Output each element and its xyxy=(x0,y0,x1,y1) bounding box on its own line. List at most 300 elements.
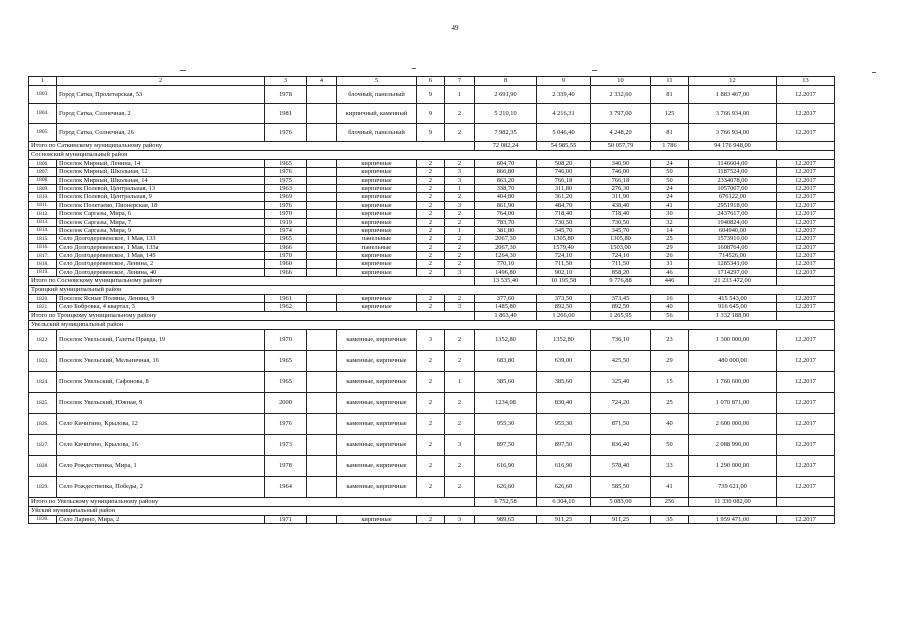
cell-wall-material-col xyxy=(307,515,337,523)
cell-row-number: 1829. xyxy=(29,476,57,497)
cell-deadline: 12.2017 xyxy=(777,268,835,276)
cell-repair-cost: 1187524,00 xyxy=(689,168,777,176)
column-number: 6 xyxy=(417,77,445,86)
cell-total-area: 626,60 xyxy=(475,476,537,497)
cell-living-area: 616,90 xyxy=(537,455,591,476)
cell-wall-material: кирпичные xyxy=(337,251,417,259)
subtotal-v9: 6 304,10 xyxy=(537,497,591,506)
table-row xyxy=(29,515,835,523)
cell-repair-cost: 604940,00 xyxy=(689,226,777,234)
cell-year-built: 1975 xyxy=(265,176,307,184)
cell-entrances: 2 xyxy=(445,476,475,497)
cell-residents: 25 xyxy=(651,392,689,413)
cell-deadline: 12.2017 xyxy=(777,350,835,371)
cell-floors: 3 xyxy=(417,329,445,350)
cell-address: Село Рождественка, Победы, 2 xyxy=(57,476,265,497)
cell-wall-material: панельные xyxy=(337,243,417,251)
cell-repair-cost: 1573910,00 xyxy=(689,235,777,243)
cell-wall-material: кирпичные xyxy=(337,201,417,209)
cell-row-number: 1816. xyxy=(29,243,57,251)
cell-entrances: 3 xyxy=(445,268,475,276)
cell-repair-cost: 676122,00 xyxy=(689,193,777,201)
cell-deadline: 12.2017 xyxy=(777,86,835,104)
cell-entrances: 2 xyxy=(445,350,475,371)
cell-repair-cost: 1 883 467,00 xyxy=(689,86,777,104)
cell-wall-material: блочный, панельный xyxy=(337,124,417,142)
cell-living-area: 1352,80 xyxy=(537,329,591,350)
cell-total-area: 683,80 xyxy=(475,350,537,371)
cell-floors: 2 xyxy=(417,210,445,218)
cell-repair-cost: 3 766 934,00 xyxy=(689,104,777,124)
cell-repair-cost: 714526,00 xyxy=(689,251,777,259)
cell-wall-material: каменные, кирпичные xyxy=(337,476,417,497)
column-number: 8 xyxy=(475,77,537,86)
cell-address: Село Кичигино, Крылова, 16 xyxy=(57,434,265,455)
cell-living-area: 911,25 xyxy=(537,515,591,523)
cell-deadline: 12.2017 xyxy=(777,476,835,497)
cell-row-number: 1817. xyxy=(29,251,57,259)
cell-living-area: 718,40 xyxy=(537,210,591,218)
cell-row-number: 1818. xyxy=(29,260,57,268)
cell-address: Поселок Увельский, Сафонова, 8 xyxy=(57,371,265,392)
cell-residents: 33 xyxy=(651,455,689,476)
cell-residents: 16 xyxy=(651,295,689,303)
cell-total-area: 861,90 xyxy=(475,201,537,209)
cell-year-built: 2000 xyxy=(265,392,307,413)
table-row xyxy=(29,86,835,104)
cell-entrances: 2 xyxy=(445,251,475,259)
cell-living-area: 373,50 xyxy=(537,295,591,303)
cell-residential-area: 4 248,20 xyxy=(591,124,651,142)
cell-wall-material-col xyxy=(307,455,337,476)
cell-living-area: 766,18 xyxy=(537,176,591,184)
cell-row-number: 1805. xyxy=(29,124,57,142)
subtotal-v8: 6 752,58 xyxy=(475,497,537,506)
cell-year-built: 1976 xyxy=(265,413,307,434)
cell-deadline: 12.2017 xyxy=(777,434,835,455)
cell-address: Поселок Мирный, Ленина, 14 xyxy=(57,160,265,168)
cell-living-area: 730,50 xyxy=(537,218,591,226)
cell-address: Поселок Мирный, Школьная, 14 xyxy=(57,176,265,184)
section-row xyxy=(29,286,835,295)
cell-deadline: 12.2017 xyxy=(777,201,835,209)
cell-address: Село Кичигино, Крылова, 12 xyxy=(57,413,265,434)
cell-address: Село Рождественка, Мира, 1 xyxy=(57,455,265,476)
cell-total-area: 2 691,90 xyxy=(475,86,537,104)
cell-floors: 9 xyxy=(417,86,445,104)
cell-year-built: 1970 xyxy=(265,251,307,259)
cell-floors: 2 xyxy=(417,176,445,184)
cell-repair-cost: 1714297,00 xyxy=(689,268,777,276)
cell-entrances: 2 xyxy=(445,243,475,251)
cell-residential-area: 340,90 xyxy=(591,160,651,168)
cell-address: Село Долгодеревенское, Ленина, 40 xyxy=(57,268,265,276)
cell-entrances: 2 xyxy=(445,413,475,434)
subtotal-v10: 1 265,95 xyxy=(591,311,651,320)
column-number: 9 xyxy=(537,77,591,86)
cell-residential-area: 585,50 xyxy=(591,476,651,497)
cell-residents: 81 xyxy=(651,124,689,142)
cell-residential-area: 311,90 xyxy=(591,193,651,201)
cell-repair-cost: 1 959 471,00 xyxy=(689,515,777,523)
cell-year-built: 1960 xyxy=(265,260,307,268)
cell-year-built: 1962 xyxy=(265,303,307,311)
cell-repair-cost: 480 000,00 xyxy=(689,350,777,371)
table-row xyxy=(29,476,835,497)
cell-wall-material-col xyxy=(307,243,337,251)
cell-residential-area: 766,18 xyxy=(591,176,651,184)
cell-year-built: 1965 xyxy=(265,160,307,168)
cell-residential-area: 325,40 xyxy=(591,371,651,392)
cell-residential-area: 911,25 xyxy=(591,515,651,523)
column-number: 11 xyxy=(651,77,689,86)
cell-row-number: 1823. xyxy=(29,350,57,371)
cell-living-area: 639,00 xyxy=(537,350,591,371)
cell-floors: 2 xyxy=(417,515,445,523)
cell-address: Село Долгодеревенское, Ленина, 2 xyxy=(57,260,265,268)
subtotal-empty xyxy=(777,142,835,151)
cell-repair-cost: 1608764,00 xyxy=(689,243,777,251)
cell-floors: 2 xyxy=(417,260,445,268)
cell-total-area: 7 982,35 xyxy=(475,124,537,142)
cell-wall-material: кирпичные xyxy=(337,185,417,193)
cell-total-area: 2067,30 xyxy=(475,235,537,243)
cell-row-number: 1813. xyxy=(29,218,57,226)
subtotal-v12: 94 176 948,00 xyxy=(689,142,777,151)
cell-floors: 2 xyxy=(417,235,445,243)
table-row xyxy=(29,160,835,168)
cell-repair-cost: 1 070 871,00 xyxy=(689,392,777,413)
cell-address: Поселок Увельский, Газеты Правда, 19 xyxy=(57,329,265,350)
cell-row-number: 1803. xyxy=(29,86,57,104)
cell-row-number: 1806. xyxy=(29,160,57,168)
table-row xyxy=(29,392,835,413)
cell-year-built: 1970 xyxy=(265,329,307,350)
cell-total-area: 955,30 xyxy=(475,413,537,434)
cell-repair-cost: 2334078,00 xyxy=(689,176,777,184)
cell-entrances: 2 xyxy=(445,104,475,124)
cell-wall-material: кирпичные xyxy=(337,193,417,201)
cell-total-area: 2067,30 xyxy=(475,243,537,251)
cell-entrances: 2 xyxy=(445,210,475,218)
subtotal-row xyxy=(29,497,835,506)
table-row xyxy=(29,235,835,243)
cell-deadline: 12.2017 xyxy=(777,243,835,251)
cell-residents: 31 xyxy=(651,260,689,268)
cell-living-area: 955,30 xyxy=(537,413,591,434)
cell-total-area: 385,60 xyxy=(475,371,537,392)
cell-entrances: 2 xyxy=(445,329,475,350)
cell-wall-material-col xyxy=(307,371,337,392)
cell-residential-area: 276,30 xyxy=(591,185,651,193)
cell-wall-material: кирпичный, каменный xyxy=(337,104,417,124)
cell-wall-material: каменные, кирпичные xyxy=(337,434,417,455)
cell-row-number: 1821. xyxy=(29,303,57,311)
cell-repair-cost: 1057007,00 xyxy=(689,185,777,193)
subtotal-v9: 1 266,00 xyxy=(537,311,591,320)
cell-residential-area: 1503,00 xyxy=(591,243,651,251)
cell-wall-material: блочный, панельный xyxy=(337,86,417,104)
cell-residents: 81 xyxy=(651,86,689,104)
cell-floors: 2 xyxy=(417,185,445,193)
cell-wall-material-col xyxy=(307,476,337,497)
cell-living-area: 484,70 xyxy=(537,201,591,209)
cell-floors: 2 xyxy=(417,243,445,251)
table-row xyxy=(29,268,835,276)
cell-deadline: 12.2017 xyxy=(777,260,835,268)
cell-year-built: 1971 xyxy=(265,515,307,523)
cell-wall-material-col xyxy=(307,124,337,142)
cell-row-number: 1826. xyxy=(29,413,57,434)
cell-residents: 29 xyxy=(651,243,689,251)
cell-floors: 2 xyxy=(417,226,445,234)
subtotal-v12: 1 332 188,00 xyxy=(689,311,777,320)
cell-entrances: 3 xyxy=(445,201,475,209)
cell-address: Город Сатка, Солнечная, 2 xyxy=(57,104,265,124)
column-number: 7 xyxy=(445,77,475,86)
cell-repair-cost: 2 088 990,00 xyxy=(689,434,777,455)
cell-floors: 2 xyxy=(417,371,445,392)
cell-total-area: 1234,08 xyxy=(475,392,537,413)
cell-deadline: 12.2017 xyxy=(777,413,835,434)
cell-living-area: 311,80 xyxy=(537,185,591,193)
housing-register-table xyxy=(28,76,835,524)
cell-repair-cost: 1146604,00 xyxy=(689,160,777,168)
cell-address: Город Сатка, Пролетарская, 53 xyxy=(57,86,265,104)
cell-residents: 41 xyxy=(651,476,689,497)
cell-address: Село Ларино, Мира, 2 xyxy=(57,515,265,523)
cell-living-area: 711,50 xyxy=(537,260,591,268)
cell-residents: 46 xyxy=(651,268,689,276)
subtotal-v10: 9 776,88 xyxy=(591,277,651,286)
cell-year-built: 1969 xyxy=(265,193,307,201)
cell-wall-material-col xyxy=(307,210,337,218)
subtotal-label: Итого по Саткинскому муниципальному району xyxy=(29,142,475,151)
cell-wall-material: каменные, кирпичные xyxy=(337,329,417,350)
cell-deadline: 12.2017 xyxy=(777,185,835,193)
cell-wall-material-col xyxy=(307,303,337,311)
cell-wall-material: кирпичные xyxy=(337,260,417,268)
cell-row-number: 1812. xyxy=(29,210,57,218)
cell-wall-material: каменные, кирпичные xyxy=(337,392,417,413)
subtotal-v11: 1 786 xyxy=(651,142,689,151)
cell-deadline: 12.2017 xyxy=(777,303,835,311)
cell-deadline: 12.2017 xyxy=(777,176,835,184)
cell-wall-material-col xyxy=(307,268,337,276)
cell-repair-cost: 2951918,00 xyxy=(689,201,777,209)
cell-floors: 2 xyxy=(417,303,445,311)
cell-residents: 40 xyxy=(651,303,689,311)
cell-residential-area: 2 332,60 xyxy=(591,86,651,104)
column-number: 5 xyxy=(337,77,417,86)
cell-residential-area: 730,50 xyxy=(591,218,651,226)
cell-entrances: 1 xyxy=(445,226,475,234)
cell-floors: 2 xyxy=(417,455,445,476)
cell-address: Поселок Полетаево, Пионерская, 18 xyxy=(57,201,265,209)
table-row xyxy=(29,434,835,455)
cell-residential-area: 425,50 xyxy=(591,350,651,371)
cell-wall-material-col xyxy=(307,251,337,259)
cell-wall-material: кирпичные xyxy=(337,268,417,276)
cell-living-area: 830,40 xyxy=(537,392,591,413)
cell-deadline: 12.2017 xyxy=(777,124,835,142)
cell-living-area: 4 216,31 xyxy=(537,104,591,124)
table-row xyxy=(29,185,835,193)
cell-floors: 2 xyxy=(417,193,445,201)
cell-total-area: 381,80 xyxy=(475,226,537,234)
cell-total-area: 1352,80 xyxy=(475,329,537,350)
cell-residents: 50 xyxy=(651,168,689,176)
cell-year-built: 1963 xyxy=(265,185,307,193)
cell-wall-material-col xyxy=(307,86,337,104)
cell-residential-area: 1305,80 xyxy=(591,235,651,243)
cell-wall-material-col xyxy=(307,104,337,124)
cell-floors: 2 xyxy=(417,160,445,168)
cell-wall-material: кирпичные xyxy=(337,218,417,226)
table-row xyxy=(29,329,835,350)
table-row xyxy=(29,243,835,251)
cell-address: Поселок Мирный, Школьная, 12 xyxy=(57,168,265,176)
cell-residents: 14 xyxy=(651,226,689,234)
cell-deadline: 12.2017 xyxy=(777,392,835,413)
cell-residential-area: 858,20 xyxy=(591,268,651,276)
cell-floors: 2 xyxy=(417,413,445,434)
column-number: 10 xyxy=(591,77,651,86)
cell-residential-area: 724,10 xyxy=(591,251,651,259)
cell-deadline: 12.2017 xyxy=(777,235,835,243)
cell-year-built: 1981 xyxy=(265,104,307,124)
subtotal-label: Итого по Сосновскому муниципальному району xyxy=(29,277,475,286)
cell-floors: 2 xyxy=(417,392,445,413)
cell-residents: 23 xyxy=(651,329,689,350)
cell-floors: 2 xyxy=(417,268,445,276)
subtotal-label: Итого по Троицкому муниципальному району xyxy=(29,311,475,320)
cell-repair-cost: 1 760 600,00 xyxy=(689,371,777,392)
cell-year-built: 1966 xyxy=(265,268,307,276)
scan-mark xyxy=(592,70,597,71)
cell-wall-material-col xyxy=(307,434,337,455)
cell-wall-material-col xyxy=(307,193,337,201)
subtotal-empty xyxy=(777,497,835,506)
cell-entrances: 1 xyxy=(445,86,475,104)
cell-deadline: 12.2017 xyxy=(777,371,835,392)
cell-residents: 25 xyxy=(651,235,689,243)
cell-deadline: 12.2017 xyxy=(777,160,835,168)
cell-residents: 26 xyxy=(651,251,689,259)
cell-address: Село Долгодеревенское, 1 Мая, 133а xyxy=(57,243,265,251)
cell-residential-area: 711,50 xyxy=(591,260,651,268)
cell-year-built: 1976 xyxy=(265,168,307,176)
cell-wall-material-col xyxy=(307,168,337,176)
cell-residential-area: 736,10 xyxy=(591,329,651,350)
cell-floors: 2 xyxy=(417,168,445,176)
cell-year-built: 1965 xyxy=(265,371,307,392)
cell-wall-material-col xyxy=(307,260,337,268)
cell-floors: 2 xyxy=(417,251,445,259)
section-label: Сосновский муниципальный район xyxy=(29,151,835,160)
cell-wall-material: каменные, кирпичные xyxy=(337,371,417,392)
subtotal-v8: 1 863,40 xyxy=(475,311,537,320)
cell-year-built: 1976 xyxy=(265,124,307,142)
subtotal-v12: 11 330 082,00 xyxy=(689,497,777,506)
cell-living-area: 1305,80 xyxy=(537,235,591,243)
cell-wall-material: кирпичные xyxy=(337,295,417,303)
cell-year-built: 1978 xyxy=(265,455,307,476)
cell-deadline: 12.2017 xyxy=(777,329,835,350)
cell-year-built: 1970 xyxy=(265,210,307,218)
column-number: 1 xyxy=(29,77,57,86)
cell-deadline: 12.2017 xyxy=(777,515,835,523)
cell-residential-area: 892,50 xyxy=(591,303,651,311)
cell-wall-material: кирпичные xyxy=(337,210,417,218)
table-row xyxy=(29,350,835,371)
cell-wall-material: панельные xyxy=(337,235,417,243)
cell-entrances: 3 xyxy=(445,515,475,523)
cell-deadline: 12.2017 xyxy=(777,193,835,201)
cell-total-area: 1264,30 xyxy=(475,251,537,259)
section-label: Троицкий муниципальный район xyxy=(29,286,835,295)
cell-wall-material-col xyxy=(307,218,337,226)
cell-living-area: 626,60 xyxy=(537,476,591,497)
cell-address: Поселок Саргазы, Мира, 7 xyxy=(57,218,265,226)
cell-floors: 9 xyxy=(417,104,445,124)
subtotal-v11: 56 xyxy=(651,311,689,320)
cell-year-built: 1965 xyxy=(265,235,307,243)
cell-row-number: 1827. xyxy=(29,434,57,455)
cell-row-number: 1808. xyxy=(29,176,57,184)
cell-floors: 2 xyxy=(417,295,445,303)
cell-residents: 30 xyxy=(651,210,689,218)
cell-residents: 24 xyxy=(651,193,689,201)
cell-year-built: 1966 xyxy=(265,243,307,251)
cell-total-area: 866,80 xyxy=(475,168,537,176)
subtotal-v11: 256 xyxy=(651,497,689,506)
cell-entrances: 2 xyxy=(445,218,475,226)
cell-living-area: 345,70 xyxy=(537,226,591,234)
cell-row-number: 1810. xyxy=(29,193,57,201)
cell-floors: 2 xyxy=(417,350,445,371)
cell-floors: 9 xyxy=(417,124,445,142)
cell-address: Поселок Ясные Поляны, Ленина, 9 xyxy=(57,295,265,303)
cell-residential-area: 373,45 xyxy=(591,295,651,303)
cell-address: Поселок Саргазы, Мира, 9 xyxy=(57,226,265,234)
cell-entrances: 2 xyxy=(445,124,475,142)
cell-floors: 2 xyxy=(417,218,445,226)
table-row xyxy=(29,218,835,226)
cell-living-area: 385,60 xyxy=(537,371,591,392)
cell-wall-material-col xyxy=(307,413,337,434)
cell-residents: 32 xyxy=(651,218,689,226)
cell-living-area: 892,50 xyxy=(537,303,591,311)
section-label: Уйский муниципальный район xyxy=(29,506,835,515)
column-number: 4 xyxy=(307,77,337,86)
subtotal-row xyxy=(29,277,835,286)
cell-residents: 50 xyxy=(651,176,689,184)
cell-row-number: 1819. xyxy=(29,268,57,276)
cell-wall-material-col xyxy=(307,235,337,243)
table-row xyxy=(29,260,835,268)
cell-total-area: 989,65 xyxy=(475,515,537,523)
cell-entrances: 2 xyxy=(445,392,475,413)
table-row xyxy=(29,295,835,303)
cell-deadline: 12.2017 xyxy=(777,226,835,234)
subtotal-row xyxy=(29,142,835,151)
cell-total-area: 338,70 xyxy=(475,185,537,193)
cell-entrances: 1 xyxy=(445,371,475,392)
table-row xyxy=(29,201,835,209)
table-row xyxy=(29,303,835,311)
header-row xyxy=(29,77,835,86)
